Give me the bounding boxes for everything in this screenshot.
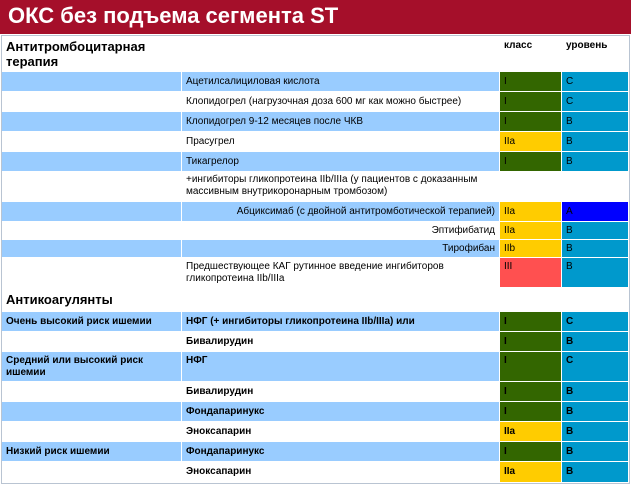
class-cell [500, 382, 562, 402]
section-empty-cell [562, 288, 629, 312]
class-cell [500, 132, 562, 152]
section-anticoagulants [2, 288, 182, 312]
table-row-group [2, 462, 182, 483]
section-antiplatelet [2, 36, 182, 72]
drug-label: Фондапаринукс [186, 446, 265, 457]
table-row-group [2, 132, 182, 152]
table-row-group [2, 352, 182, 382]
table-row-group [2, 258, 182, 288]
drug-label: Тирофибан [442, 243, 495, 254]
table-row-drug [182, 442, 500, 462]
table-row-group [2, 312, 182, 332]
table-row-drug [182, 152, 500, 172]
table-row-group [2, 152, 182, 172]
column-header-class-label: класс [504, 40, 533, 51]
drug-label: Абциксимаб (с двойной антитромботической терапией) [236, 206, 495, 217]
level-value: B [566, 243, 573, 254]
class-value: IIa [504, 466, 516, 477]
slide-title: ОКС без подъема сегмента ST [8, 3, 339, 28]
slide-header [0, 0, 631, 34]
table-row-drug [182, 202, 500, 222]
level-value: B [566, 225, 573, 236]
class-cell [500, 312, 562, 332]
drug-label: Эноксапарин [186, 466, 252, 477]
class-value: I [504, 156, 507, 167]
table-row-drug [182, 382, 500, 402]
column-header-level [562, 36, 629, 72]
class-value: IIa [504, 206, 516, 217]
level-cell [562, 382, 629, 402]
level-value: B [566, 386, 574, 397]
drug-label: Эптифибатид [431, 225, 495, 236]
section-empty-cell [500, 288, 562, 312]
level-cell [562, 202, 629, 222]
class-value: I [504, 76, 507, 87]
level-value: B [566, 336, 574, 347]
table-row-drug [182, 332, 500, 352]
drug-label: Бивалирудин [186, 336, 254, 347]
table-row-group [2, 112, 182, 132]
class-value: I [504, 355, 507, 366]
drug-label: Прасугрел [186, 136, 235, 147]
table-row-drug [182, 222, 500, 240]
level-value: A [566, 206, 573, 217]
level-cell [562, 312, 629, 332]
level-value: B [566, 156, 573, 167]
table-row-group [2, 422, 182, 442]
class-cell [500, 442, 562, 462]
level-value: B [566, 116, 573, 127]
class-value: IIa [504, 136, 516, 147]
level-value: B [566, 446, 574, 457]
level-cell [562, 132, 629, 152]
drug-label: Ацетилсалициловая кислота [186, 76, 320, 87]
table-row-drug [182, 312, 500, 332]
level-cell [562, 402, 629, 422]
class-value: I [504, 116, 507, 127]
section-anticoagulants-label: Антикоагулянты [6, 292, 113, 307]
table-row-drug [182, 422, 500, 442]
table-row-group [2, 202, 182, 222]
table-row-group [2, 172, 182, 202]
level-cell [562, 240, 629, 258]
class-cell [500, 202, 562, 222]
table-row-group [2, 402, 182, 422]
level-value: C [566, 355, 574, 366]
level-cell [562, 462, 629, 483]
drug-label: НФГ [186, 355, 208, 366]
table-row-group [2, 222, 182, 240]
drug-label: Эноксапарин [186, 426, 252, 437]
column-header-level-label: уровень [566, 40, 608, 51]
class-cell [500, 72, 562, 92]
level-value: B [566, 136, 573, 147]
table-row-group [2, 382, 182, 402]
table-row-drug [182, 132, 500, 152]
level-value: C [566, 96, 574, 107]
level-value: B [566, 406, 574, 417]
class-cell [500, 152, 562, 172]
risk-group-label: Средний или высокий риск ишемии [6, 355, 144, 378]
table-row-drug [182, 352, 500, 382]
class-cell [500, 172, 562, 202]
level-cell [562, 152, 629, 172]
class-value: I [504, 386, 507, 397]
level-cell [562, 332, 629, 352]
table-row-drug [182, 240, 500, 258]
drug-label: Клопидогрел 9-12 месяцев после ЧКВ [186, 116, 364, 127]
class-cell [500, 402, 562, 422]
table-row-drug [182, 402, 500, 422]
column-header-class [500, 36, 562, 72]
class-cell [500, 112, 562, 132]
class-value: IIa [504, 426, 516, 437]
class-value: III [504, 261, 513, 272]
level-value: B [566, 261, 573, 272]
class-value: I [504, 406, 507, 417]
class-cell [500, 92, 562, 112]
risk-group-label: Низкий риск ишемии [6, 446, 110, 457]
table-row-drug [182, 72, 500, 92]
header-empty-cell [182, 36, 500, 72]
level-value: B [566, 426, 574, 437]
class-cell [500, 422, 562, 442]
level-cell [562, 172, 629, 202]
class-value: IIb [504, 243, 516, 254]
level-cell [562, 72, 629, 92]
drug-label: НФГ (+ ингибиторы гликопротеина IIb/IIIa) или [186, 316, 415, 327]
table-row-drug [182, 258, 500, 288]
table-row-drug [182, 92, 500, 112]
level-value: B [566, 466, 574, 477]
level-cell [562, 422, 629, 442]
level-value: C [566, 316, 574, 327]
class-value: I [504, 316, 507, 327]
level-cell [562, 352, 629, 382]
class-cell [500, 222, 562, 240]
table-row-drug [182, 172, 500, 202]
class-cell [500, 352, 562, 382]
section-empty-cell [182, 288, 500, 312]
table-row-group [2, 240, 182, 258]
class-cell [500, 462, 562, 483]
table-row-group [2, 92, 182, 112]
section-antiplatelet-label: Антитромбоцитарная терапия [6, 39, 146, 69]
table-row-group [2, 332, 182, 352]
class-value: I [504, 96, 507, 107]
drug-label: Тикагрелор [186, 156, 239, 167]
drug-label: Предшествующее КАГ рутинное введение ингибиторов гликопротеина IIb/IIIa [186, 261, 444, 284]
class-value: I [504, 446, 507, 457]
risk-group-label: Очень высокий риск ишемии [6, 316, 152, 327]
table-row-drug [182, 462, 500, 483]
drug-label: Бивалирудин [186, 386, 254, 397]
class-value: IIa [504, 225, 516, 236]
class-cell [500, 258, 562, 288]
table-row-drug [182, 112, 500, 132]
level-cell [562, 112, 629, 132]
class-value: I [504, 336, 507, 347]
table-row-group [2, 442, 182, 462]
class-cell [500, 332, 562, 352]
level-cell [562, 258, 629, 288]
drug-label: Фондапаринукс [186, 406, 265, 417]
table-row-group [2, 72, 182, 92]
drug-label: +ингибиторы гликопротеина IIb/IIIa (у пациентов с доказанным массивным внутрикоронарным тромбозом) [186, 174, 478, 197]
level-value: C [566, 76, 574, 87]
level-cell [562, 92, 629, 112]
level-cell [562, 222, 629, 240]
drug-label: Клопидогрел (нагрузочная доза 600 мг как можно быстрее) [186, 96, 462, 107]
class-cell [500, 240, 562, 258]
level-cell [562, 442, 629, 462]
